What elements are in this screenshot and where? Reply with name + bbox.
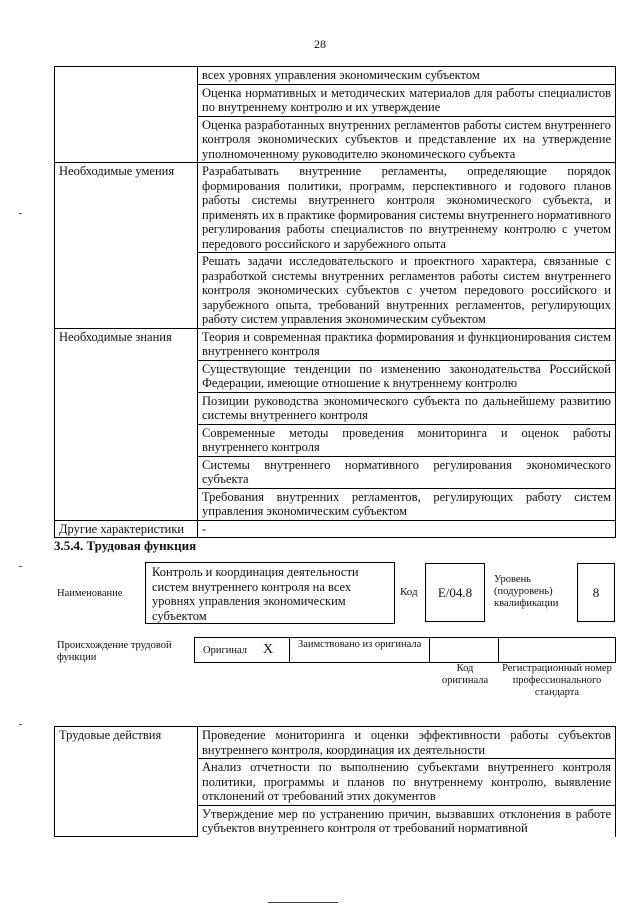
scan-artifact (268, 902, 338, 903)
table-cell: Позиции руководства экономического субъекта по дальнейшему развитию системы внутреннего контроля (198, 392, 616, 424)
original-label: Оригинал (203, 645, 247, 656)
code-origin-caption: Код оригинала (441, 663, 489, 686)
knowledge-label: Необходимые знания (55, 328, 198, 520)
competency-table (54, 66, 616, 538)
level-box (577, 563, 615, 622)
function-name: Контроль и координация деятельности систем внутреннего контроля на всех уровнях управления экономическим субъектом (152, 565, 359, 623)
skills-label: Необходимые умения (55, 163, 198, 329)
reg-caption: Регистрационный номер профессионального стандарта (502, 663, 612, 698)
original-box (194, 637, 290, 663)
table-row (55, 727, 616, 759)
reg-number-box (498, 637, 616, 663)
code-value: E/04.8 (437, 584, 473, 600)
borrowed-label: Заимствовано из оригинала (298, 639, 422, 650)
table-cell: Современные методы проведения мониторинга и оценок работы внутреннего контроля (198, 424, 616, 456)
table-cell: Требования внутренних регламентов, регулирующих работу систем управления экономическим субъектом (198, 488, 616, 520)
borrowed-box (289, 637, 430, 663)
table-cell: Решать задачи исследовательского и проектного характера, связанные с разработкой системы внутренних регламентов работы систем внутреннего контроля экономических субъектов с учетом передового российского и зарубежного опыта, требований внутренних регламентов, регулирующих работу систем управления экономическим субъектом (198, 253, 616, 329)
code-label: Код (400, 586, 418, 598)
empty-label-cell (55, 67, 198, 163)
table-row (55, 328, 616, 360)
table-cell: Оценка нормативных и методических материалов для работы специалистов по внутреннему контролю и их утверждение (198, 84, 616, 116)
table-cell: - (198, 520, 616, 538)
function-name-box (145, 562, 395, 624)
table-cell: Теория и современная практика формирования и функционирования систем внутреннего контроля (198, 328, 616, 360)
table-cell: Анализ отчетности по выполнению субъектами внутреннего контроля политики, программы и планов по внутреннему контролю, выявление отклонений от требований этих документов (198, 759, 616, 806)
table-row (55, 163, 616, 253)
labour-actions-table (54, 726, 616, 837)
table-row (55, 520, 616, 538)
actions-label: Трудовые действия (55, 727, 198, 837)
table-cell: всех уровнях управления экономическим субъектом (198, 67, 616, 85)
scan-artifact (19, 566, 22, 567)
table-cell: Разрабатывать внутренние регламенты, определяющие порядок формирования политики, программ, перспективного и годового планов работы системы внутреннего контроля экономического субъекта, и применять их в практике формирования системы внутреннего нормативного регулирования работы специалистов по внутреннему контролю с учетом передового российского и зарубежного опыта (198, 163, 616, 253)
level-label: Уровень (подуровень) квалификации (494, 574, 559, 609)
table-cell: Системы внутреннего нормативного регулирования экономического субъекта (198, 456, 616, 488)
table-row (55, 67, 616, 85)
scan-artifact (19, 724, 22, 725)
table-cell: Существующие тенденции по изменению законодательства Российской Федерации, имеющие отношение к внутреннему контролю (198, 360, 616, 392)
code-origin-box (429, 637, 499, 663)
table-cell: Утверждение мер по устранению причин, вызвавших отклонения в работе субъектов внутреннего контроля от требований нормативной (198, 805, 616, 837)
section-title: 3.5.4. Трудовая функция (54, 538, 197, 553)
code-box (425, 563, 485, 622)
original-mark: X (263, 642, 274, 657)
page-number: 28 (314, 37, 326, 51)
other-label: Другие характеристики (55, 520, 198, 538)
table-cell: Проведение мониторинга и оценки эффективности работы субъектов внутреннего контроля, координация их деятельности (198, 727, 616, 759)
level-value: 8 (592, 584, 600, 600)
table-cell: Оценка разработанных внутренних регламентов работы систем внутреннего контроля экономических субъектов и представление их на утверждение уполномоченному руководителю экономического субъекта (198, 116, 616, 163)
origin-label: Происхождение трудовой функции (57, 640, 172, 663)
scan-artifact (19, 213, 22, 214)
name-label: Наименование (57, 588, 123, 599)
